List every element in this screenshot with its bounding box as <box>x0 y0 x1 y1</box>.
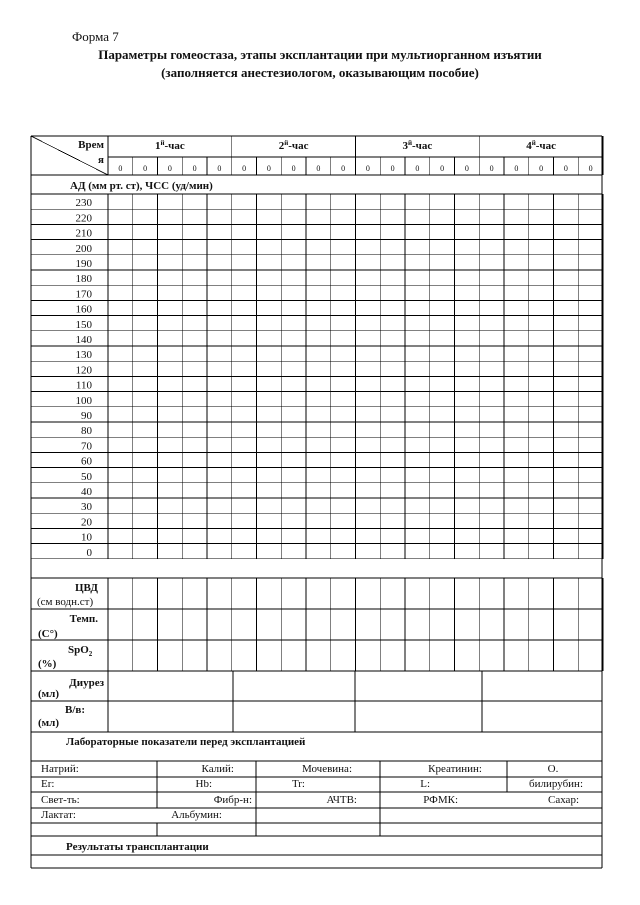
lab-field: Альбумин: <box>171 809 222 821</box>
lab-field: Tr: <box>291 778 305 790</box>
minute-cell: 0 <box>415 164 420 173</box>
scale-value: 120 <box>75 364 92 377</box>
lab-field: Фибр-н: <box>213 794 252 806</box>
minute-cell: 0 <box>563 164 568 173</box>
scale-value: 160 <box>75 303 92 316</box>
scale-value: 210 <box>75 227 92 240</box>
scale-value: 40 <box>81 486 92 498</box>
scale-value: 140 <box>75 334 92 346</box>
lab-field: Hb: <box>195 778 212 790</box>
scale-value: 0 <box>86 546 92 559</box>
hour-header: $4^й$-час <box>526 139 557 152</box>
spo2-label: SpO$_2$ <box>68 644 93 658</box>
scale-value: 30 <box>81 501 92 514</box>
scale-value: 130 <box>75 349 92 362</box>
lab-field: билирубин: <box>529 778 583 790</box>
minute-cell: 0 <box>464 164 469 173</box>
iv-label: В/в: <box>65 704 85 716</box>
minute-cell: 0 <box>588 164 593 173</box>
lab-field: Лактат: <box>41 809 76 821</box>
minute-cell: 0 <box>291 164 296 173</box>
minute-cell: 0 <box>341 164 346 173</box>
hour-header: $2^й$-час <box>278 139 309 152</box>
minute-cell: 0 <box>242 164 247 173</box>
document-subtitle: (заполняется анестезиологом, оказывающим пособие) <box>161 65 479 80</box>
document-title: Параметры гомеостаза, этапы эксплантации при мультиорганном изъятии <box>98 47 542 62</box>
minute-cell: 0 <box>316 164 321 173</box>
minute-cell: 0 <box>266 164 271 173</box>
time-label: я <box>98 154 104 166</box>
minute-cell: 0 <box>192 164 197 173</box>
scale-value: 200 <box>75 242 92 255</box>
lab-field: АЧТВ: <box>326 794 357 806</box>
results-heading: Результаты трансплантации <box>66 841 209 853</box>
scale-value: 100 <box>75 394 92 407</box>
minute-cell: 0 <box>217 164 222 173</box>
minute-cell: 0 <box>489 164 494 173</box>
scale-value: 190 <box>75 258 92 270</box>
lab-field: РФМК: <box>423 794 458 806</box>
minute-cell: 0 <box>118 164 123 173</box>
lab-field: Креатинин: <box>428 763 482 775</box>
diuresis-units: (мл) <box>38 688 59 700</box>
scale-value: 60 <box>81 455 92 468</box>
lab-field: Сахар: <box>547 794 579 806</box>
minute-cell: 0 <box>167 164 172 173</box>
hour-header: $1^й$-час <box>154 139 185 152</box>
minute-cell: 0 <box>514 164 519 173</box>
lab-field: О. <box>547 763 559 775</box>
minute-cell: 0 <box>390 164 395 173</box>
temp-label: Темп. <box>69 613 98 625</box>
scale-value: 150 <box>75 318 92 331</box>
cvp-units: (см водн.ст) <box>37 596 94 608</box>
scale-value: 50 <box>81 470 92 483</box>
scale-value: 170 <box>75 288 92 301</box>
time-label: Врем <box>78 139 104 151</box>
minute-cell: 0 <box>365 164 370 173</box>
lab-field: Натрий: <box>41 763 79 775</box>
scale-value: 180 <box>75 273 92 286</box>
bp-row-label: АД (мм рт. ст), ЧСС (уд/мин) <box>70 180 213 192</box>
hour-header: $3^й$-час <box>402 139 433 152</box>
scale-value: 220 <box>75 212 92 225</box>
cvp-label: ЦВД <box>74 582 98 594</box>
minute-cell: 0 <box>440 164 445 173</box>
lab-field: Свет-ть: <box>41 794 80 806</box>
scale-value: 70 <box>81 440 92 453</box>
minute-cell: 0 <box>143 164 148 173</box>
temp-units: (C°) <box>38 628 58 640</box>
labs-heading: Лабораторные показатели перед эксплантацией <box>66 736 306 748</box>
scale-value: 230 <box>75 197 92 210</box>
scale-value: 110 <box>75 379 92 392</box>
lab-field: L: <box>420 778 430 790</box>
lab-field: Калий: <box>201 763 234 775</box>
diuresis-label: Диурез <box>69 677 104 689</box>
lab-field: Мочевина: <box>301 763 352 775</box>
iv-units: (мл) <box>38 717 59 729</box>
scale-value: 80 <box>81 425 92 438</box>
minute-cell: 0 <box>539 164 544 173</box>
spo2-units: (%) <box>38 658 57 670</box>
scale-value: 20 <box>81 516 92 529</box>
scale-value: 10 <box>81 531 92 544</box>
lab-field: Er: <box>41 778 55 790</box>
form-number: Форма 7 <box>72 29 119 44</box>
scale-value: 90 <box>81 410 92 422</box>
